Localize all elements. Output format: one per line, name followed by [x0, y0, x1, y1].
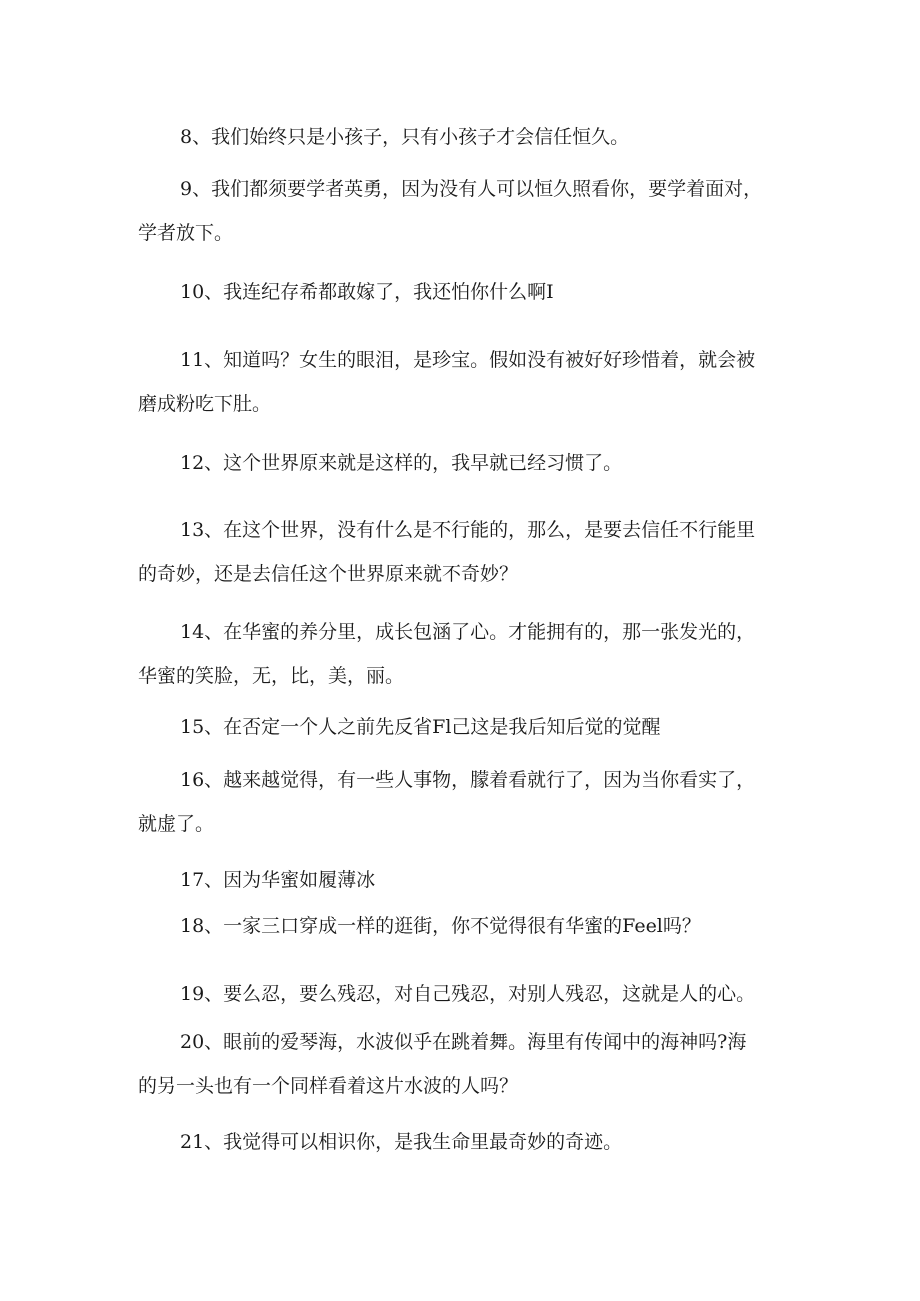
item-line: 10、我连纪存希都敢嫁了，我还怕你什么啊I: [180, 281, 554, 303]
list-item: [138, 904, 788, 948]
item-line: 12、这个世界原来就是这样的，我早就已经习惯了。: [180, 452, 623, 474]
item-line: 磨成粉吃下肚。: [138, 393, 272, 415]
item-line: 19、要么忍，要么残忍，对自己残忍，对别人残忍，这就是人的心。: [180, 983, 756, 1005]
list-item: [138, 858, 788, 902]
list-item: [138, 758, 788, 846]
list-item: [138, 972, 788, 1016]
item-line: 8、我们始终只是小孩子，只有小孩子才会信任恒久。: [180, 126, 630, 148]
item-line: 学者放下。: [138, 222, 234, 244]
item-line: 14、在华蜜的养分里，成长包涵了心。才能拥有的，那一张发光的，: [180, 621, 756, 643]
list-item: [138, 441, 788, 485]
item-line: 18、一家三口穿成一样的逛街，你不觉得很有华蜜的Feel吗？: [180, 915, 701, 937]
item-line: 20、眼前的爱琴海，水波似乎在跳着舞。海里有传闻中的海神吗?海: [180, 1031, 747, 1053]
item-line: 9、我们都须要学者英勇，因为没有人可以恒久照看你，要学着面对，: [180, 178, 763, 200]
list-item: [138, 1020, 788, 1108]
item-line: 就虚了。: [138, 813, 215, 835]
item-line: 华蜜的笑脸，无，比，美，丽。: [138, 665, 405, 687]
list-item: [138, 270, 788, 314]
list-item: [138, 1120, 788, 1164]
list-item: [138, 508, 788, 596]
item-line: 的另一头也有一个同样看着这片水波的人吗？: [138, 1075, 519, 1097]
item-line: 21、我觉得可以相识你，是我生命里最奇妙的奇迹。: [180, 1131, 623, 1153]
item-line: 15、在否定一个人之前先反省Fl己这是我后知后觉的觉醒: [180, 716, 661, 738]
list-item: [138, 610, 788, 698]
list-item: [138, 338, 788, 426]
item-line: 的奇妙，还是去信任这个世界原来就不奇妙？: [138, 563, 519, 585]
list-item: [138, 167, 788, 255]
item-line: 17、因为华蜜如履薄冰: [180, 869, 376, 891]
item-line: 16、越来越觉得，有一些人事物，朦着看就行了，因为当你看实了，: [180, 769, 756, 791]
list-item: [138, 115, 788, 159]
item-line: 11、知道吗？女生的眼泪，是珍宝。假如没有被好好珍惜着，就会被: [180, 349, 756, 371]
item-line: 13、在这个世界，没有什么是不行能的，那么，是要去信任不行能里: [180, 519, 756, 541]
list-item: [138, 705, 788, 749]
